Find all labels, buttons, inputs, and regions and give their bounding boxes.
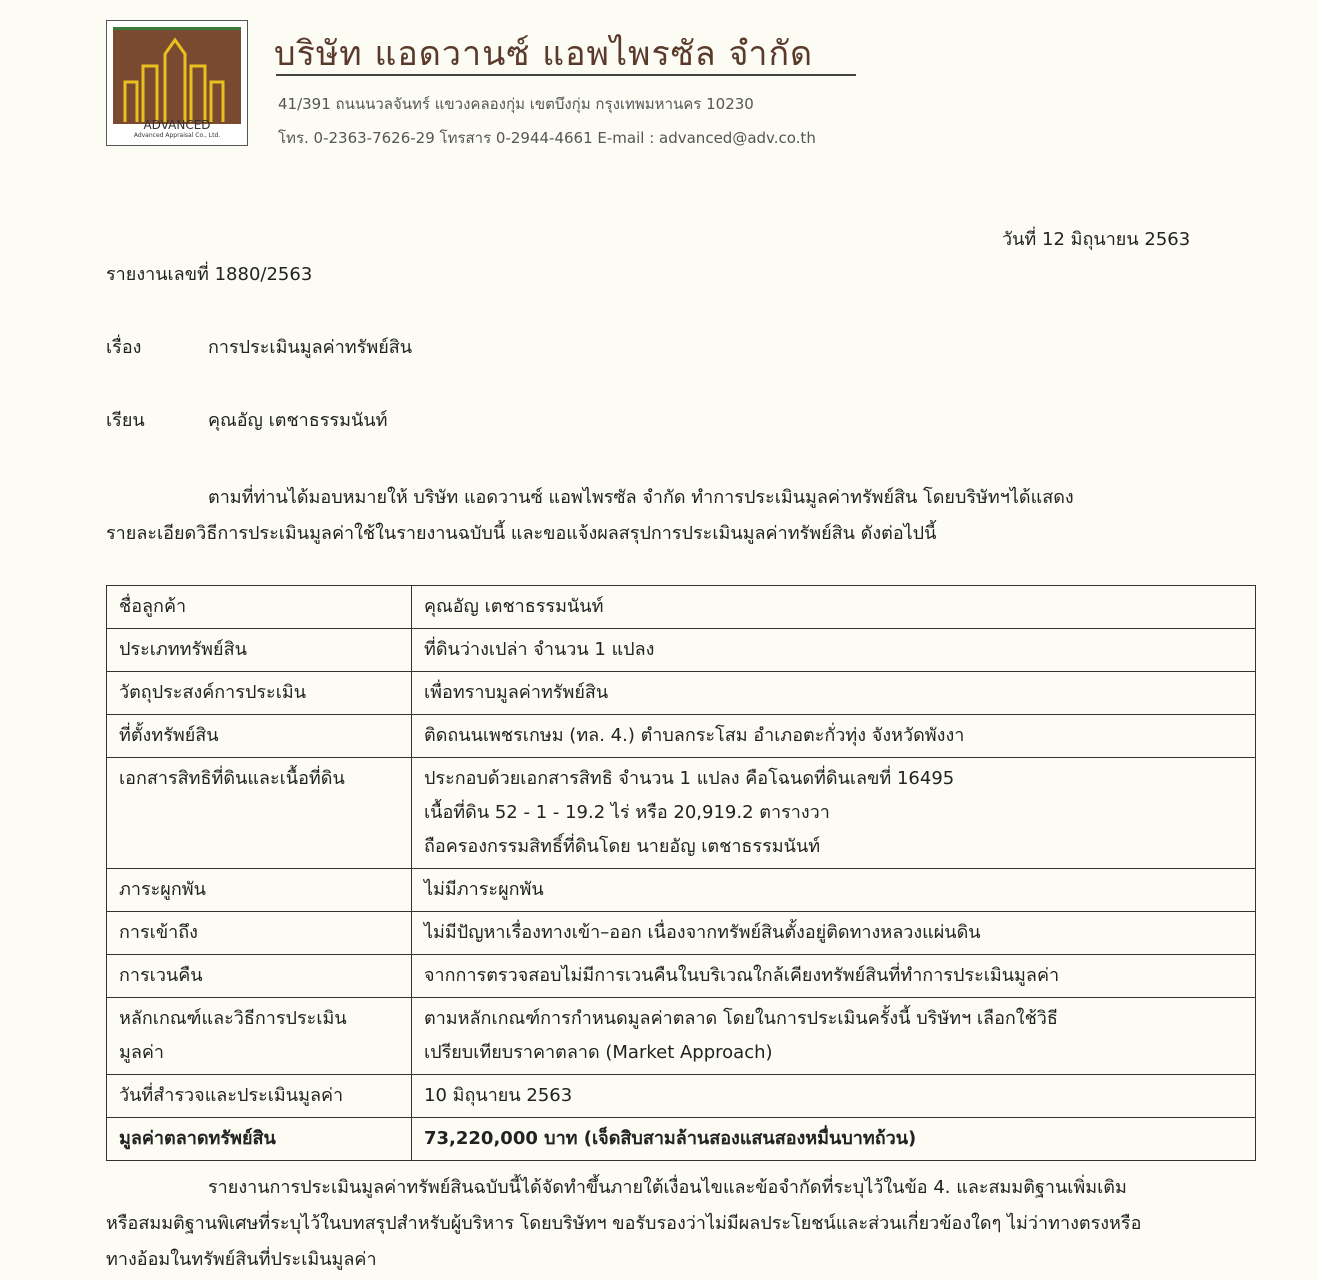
- logo-text: ADVANCED: [143, 118, 211, 132]
- row-value: [412, 629, 1256, 672]
- value-line: ประกอบด้วยเอกสารสิทธิ จำนวน 1 แปลง คือโฉนดที่ดินเลขที่ 16495: [424, 768, 955, 789]
- row-label: [107, 869, 412, 912]
- closing-line: หรือสมมติฐานพิเศษที่ระบุไว้ในบทสรุปสำหรับผู้บริหาร โดยบริษัทฯ ขอรับรองว่าไม่มีผลประโยชน์และส่วนเกี่ยวข้องใดๆ ไม่ว่าทางตรงหรือ: [106, 1213, 1142, 1234]
- company-name: บริษัท แอดวานซ์ แอพไพรซัล จำกัด: [274, 34, 814, 74]
- label-line: การเวนคืน: [119, 965, 203, 986]
- row-label: [107, 1075, 412, 1118]
- company-logo: [106, 20, 248, 146]
- value-line: เพื่อทราบมูลค่าทรัพย์สิน: [424, 682, 609, 703]
- row-value: [412, 998, 1256, 1075]
- summary-table: [106, 585, 1256, 1161]
- table-row: [107, 955, 1256, 998]
- row-label: [107, 1118, 412, 1161]
- table-row: [107, 998, 1256, 1075]
- company-contact: โทร. 0-2363-7626-29 โทรสาร 0-2944-4661 E-mail : advanced@adv.co.th: [278, 129, 816, 147]
- row-label: [107, 672, 412, 715]
- row-value: [412, 758, 1256, 869]
- table-row: [107, 715, 1256, 758]
- table-row: [107, 1118, 1256, 1161]
- table-row: [107, 1075, 1256, 1118]
- label-line: วัตถุประสงค์การประเมิน: [119, 682, 307, 703]
- value-line: จากการตรวจสอบไม่มีการเวนคืนในบริเวณใกล้เคียงทรัพย์สินที่ทำการประเมินมูลค่า: [424, 965, 1060, 986]
- closing-line: รายงานการประเมินมูลค่าทรัพย์สินฉบับนี้ได้จัดทำขึ้นภายใต้เงื่อนไขและข้อจำกัดที่ระบุไว้ในข้อ 4. และสมมติฐานเพิ่มเติม: [208, 1177, 1127, 1198]
- label-line: ประเภททรัพย์สิน: [119, 639, 247, 660]
- row-value: [412, 1118, 1256, 1161]
- row-label: [107, 586, 412, 629]
- recipient: คุณอัญ เตชาธรรมนันท์: [208, 410, 388, 431]
- subject-label: เรื่อง: [106, 337, 142, 358]
- subject: การประเมินมูลค่าทรัพย์สิน: [208, 337, 413, 358]
- row-label: [107, 758, 412, 869]
- intro-line: รายละเอียดวิธีการประเมินมูลค่าใช้ในรายงานฉบับนี้ และขอแจ้งผลสรุปการประเมินมูลค่าทรัพย์สิน ดังต่อไปนี้: [106, 523, 937, 544]
- label-line: ชื่อลูกค้า: [119, 596, 187, 617]
- company-address: 41/391 ถนนนวลจันทร์ แขวงคลองกุ่ม เขตบึงกุ่ม กรุงเทพมหานคร 10230: [278, 95, 754, 113]
- row-value: [412, 955, 1256, 998]
- row-value: [412, 672, 1256, 715]
- row-value: [412, 586, 1256, 629]
- row-label: [107, 998, 412, 1075]
- logo-subtext: Advanced Appraisal Co., Ltd.: [133, 132, 221, 139]
- label-line: มูลค่า: [119, 1042, 165, 1063]
- row-value: [412, 715, 1256, 758]
- intro-paragraph: [106, 480, 1256, 552]
- table-row: [107, 912, 1256, 955]
- value-line: ไม่มีปัญหาเรื่องทางเข้า–ออก เนื่องจากทรัพย์สินตั้งอยู่ติดทางหลวงแผ่นดิน: [424, 922, 981, 943]
- value-line: ที่ดินว่างเปล่า จำนวน 1 แปลง: [424, 639, 655, 660]
- value-line: เนื้อที่ดิน 52 - 1 - 19.2 ไร่ หรือ 20,919.2 ตารางวา: [424, 802, 830, 823]
- row-label: [107, 912, 412, 955]
- label-line: ภาระผูกพัน: [119, 879, 206, 900]
- row-label: [107, 629, 412, 672]
- table-row: [107, 629, 1256, 672]
- to-label: เรียน: [106, 410, 145, 431]
- table-row: [107, 869, 1256, 912]
- value-line: 10 มิถุนายน 2563: [424, 1085, 573, 1106]
- closing-line: ทางอ้อมในทรัพย์สินที่ประเมินมูลค่า: [106, 1249, 377, 1270]
- header-divider: [276, 74, 856, 76]
- value-line: ตามหลักเกณฑ์การกำหนดมูลค่าตลาด โดยในการประเมินครั้งนี้ บริษัทฯ เลือกใช้วิธี: [424, 1008, 1058, 1029]
- table-row: [107, 672, 1256, 715]
- value-line: ถือครองกรรมสิทธิ์ที่ดินโดย นายอัญ เตชาธรรมนันท์: [424, 836, 821, 857]
- row-value: [412, 869, 1256, 912]
- value-line: ติดถนนเพชรเกษม (ทล. 4.) ตำบลกระโสม อำเภอตะกั่วทุ่ง จังหวัดพังงา: [424, 725, 965, 746]
- table-row: [107, 586, 1256, 629]
- label-line: หลักเกณฑ์และวิธีการประเมิน: [119, 1008, 347, 1029]
- value-line: เปรียบเทียบราคาตลาด (Market Approach): [424, 1042, 773, 1063]
- letter-date: วันที่ 12 มิถุนายน 2563: [1002, 229, 1191, 250]
- table-row: [107, 758, 1256, 869]
- building-logo-icon: [113, 27, 241, 124]
- label-line: เอกสารสิทธิที่ดินและเนื้อที่ดิน: [119, 768, 345, 789]
- row-label: [107, 955, 412, 998]
- report-number: รายงานเลขที่ 1880/2563: [106, 264, 313, 285]
- label-line: มูลค่าตลาดทรัพย์สิน: [119, 1128, 276, 1149]
- value-line: 73,220,000 บาท (เจ็ดสิบสามล้านสองแสนสองหมื่นบาทถ้วน): [424, 1128, 917, 1149]
- row-value: [412, 912, 1256, 955]
- row-label: [107, 715, 412, 758]
- label-line: วันที่สำรวจและประเมินมูลค่า: [119, 1085, 344, 1106]
- row-value: [412, 1075, 1256, 1118]
- value-line: ไม่มีภาระผูกพัน: [424, 879, 544, 900]
- value-line: คุณอัญ เตชาธรรมนันท์: [424, 596, 604, 617]
- label-line: การเข้าถึง: [119, 922, 198, 943]
- label-line: ที่ตั้งทรัพย์สิน: [119, 725, 219, 746]
- closing-paragraph: [106, 1170, 1256, 1278]
- intro-line: ตามที่ท่านได้มอบหมายให้ บริษัท แอดวานซ์ แอพไพรซัล จำกัด ทำการประเมินมูลค่าทรัพย์สิน โดยบริษัทฯได้แสดง: [208, 487, 1074, 508]
